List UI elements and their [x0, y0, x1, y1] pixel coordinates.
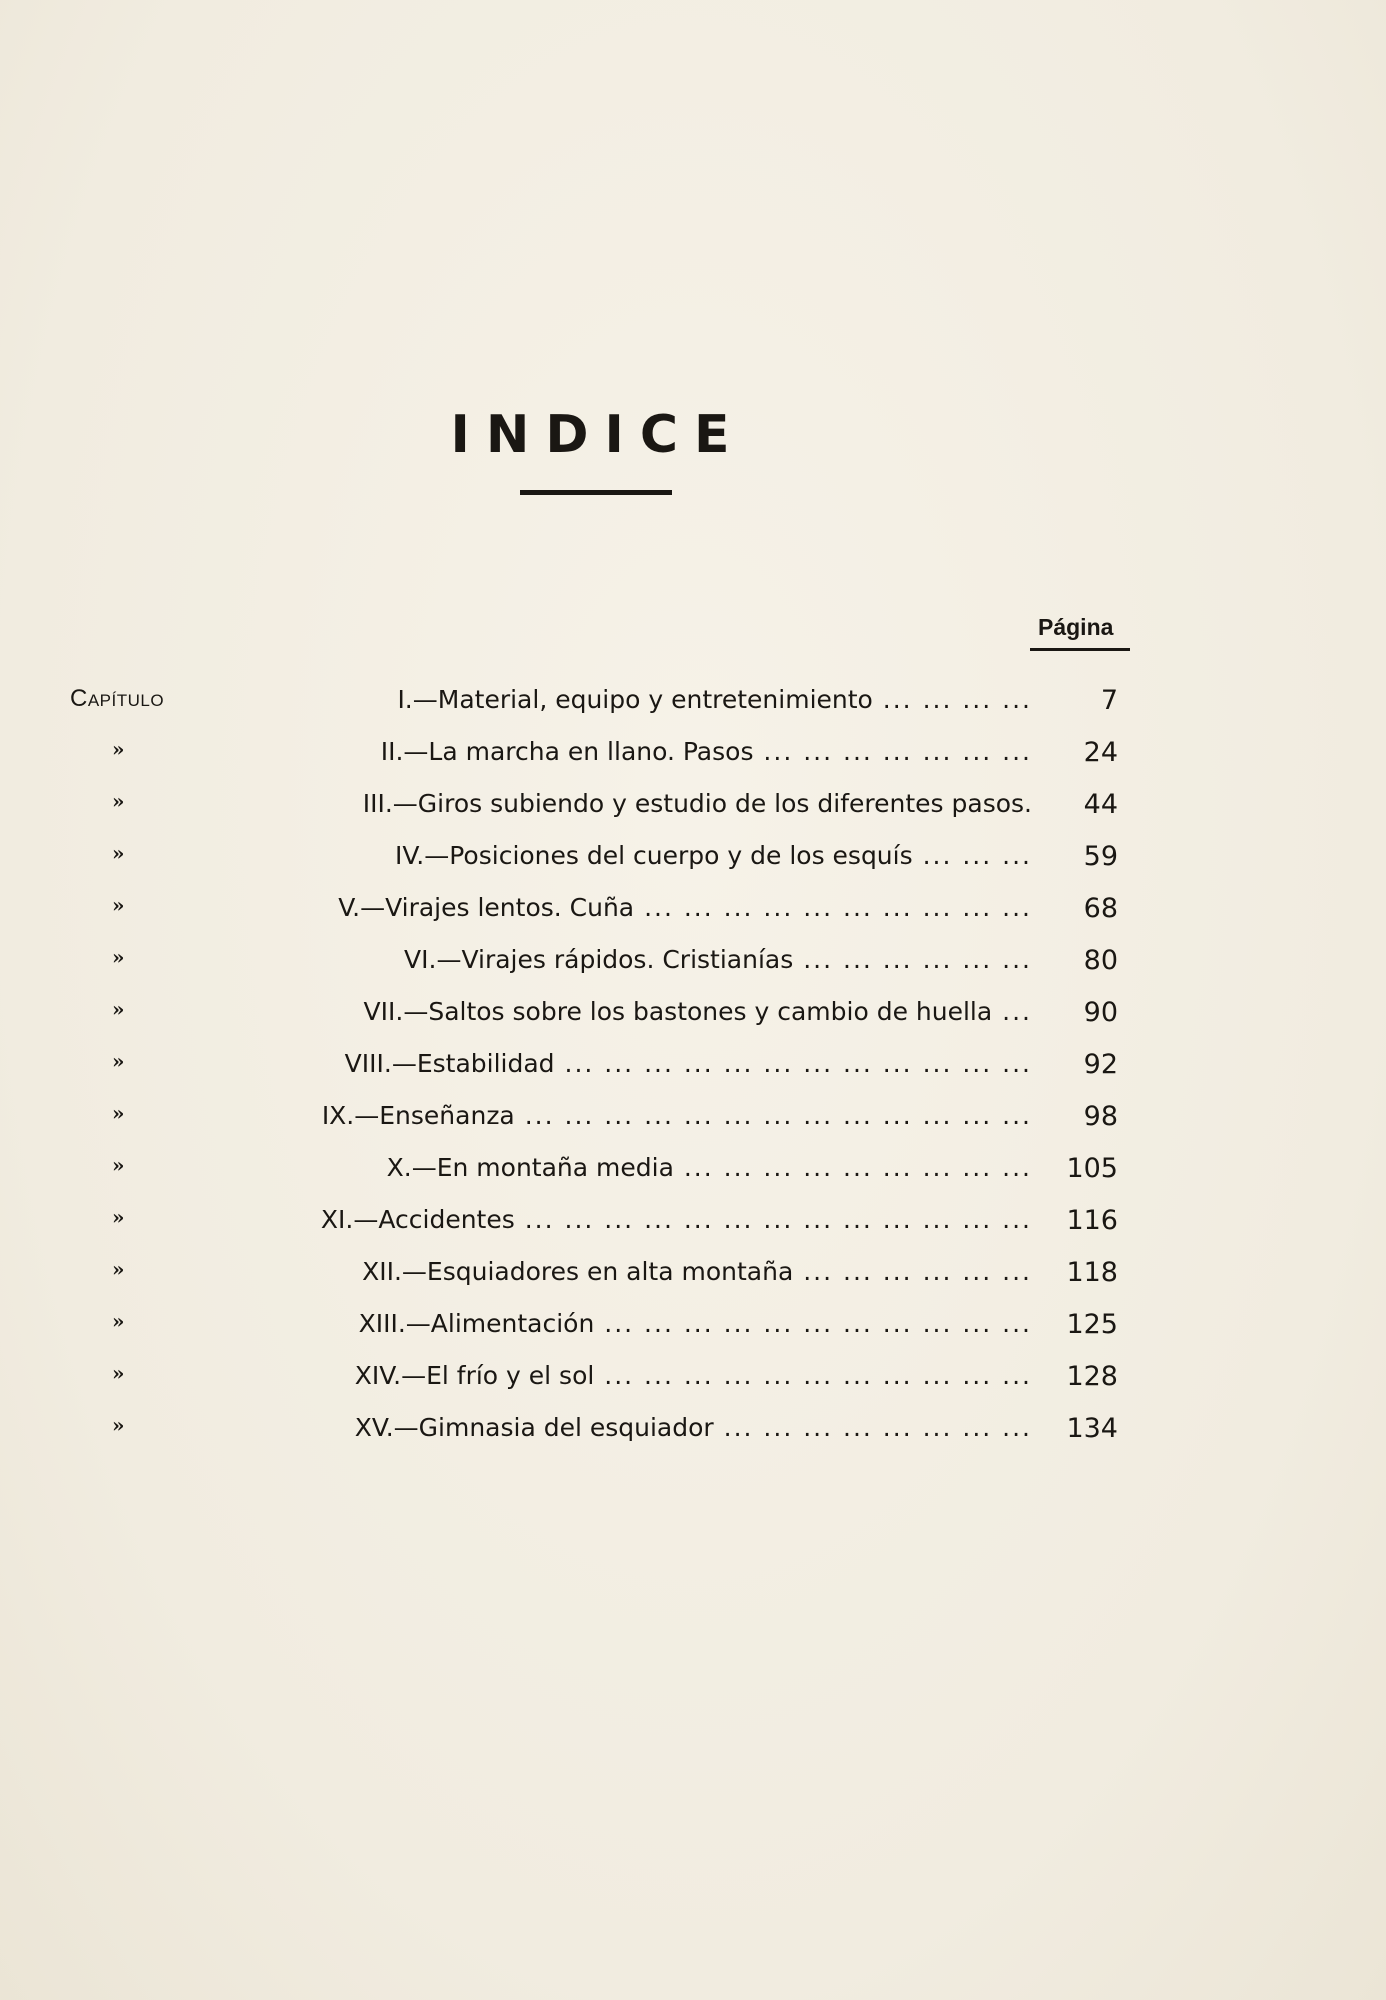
toc-page-number: 80 — [1083, 945, 1118, 976]
leader-dots: ... ... ... ... ... ... — [793, 945, 1032, 974]
toc-row — [0, 1205, 1386, 1257]
toc-row — [0, 893, 1386, 945]
ditto-mark: » — [112, 945, 125, 969]
toc-entry — [321, 1205, 1032, 1234]
toc-page-number: 90 — [1083, 997, 1118, 1028]
toc-page-number: 125 — [1066, 1309, 1118, 1340]
toc-entry-title: VIII.—Estabilidad — [344, 1049, 555, 1078]
toc-page-number: 118 — [1066, 1257, 1118, 1288]
toc-row — [0, 945, 1386, 997]
leader-dots: ... ... ... ... ... ... — [793, 1257, 1032, 1286]
toc-entry-title: IX.—Enseñanza — [321, 1101, 515, 1130]
toc-row — [0, 997, 1386, 1049]
toc-page-number: 24 — [1083, 737, 1118, 768]
toc-row — [0, 685, 1386, 737]
toc-entry-title: VII.—Saltos sobre los bastones y cambio de huella — [363, 997, 993, 1026]
toc-entry — [359, 1309, 1032, 1338]
leader-dots: ... ... ... ... ... ... ... — [753, 737, 1032, 766]
leader-dots: ... ... ... ... ... ... ... ... — [713, 1413, 1032, 1442]
toc-row — [0, 1309, 1386, 1361]
toc-entry-title: IV.—Posiciones del cuerpo y de los esquís — [395, 841, 913, 870]
toc-row — [0, 1049, 1386, 1101]
toc-page-number: 44 — [1083, 789, 1118, 820]
ditto-mark: » — [112, 1361, 125, 1385]
toc-row — [0, 737, 1386, 789]
toc-entry — [381, 737, 1032, 766]
ditto-mark: » — [112, 841, 125, 865]
toc-entry-title: XII.—Esquiadores en alta montaña — [362, 1257, 794, 1286]
page-title: INDICE — [450, 405, 746, 465]
toc-entry-title: X.—En montaña media — [386, 1153, 674, 1182]
toc-page-number: 134 — [1066, 1413, 1118, 1444]
toc-page-number: 92 — [1083, 1049, 1118, 1080]
toc-entry — [395, 841, 1032, 870]
leader-dots: ... ... ... ... ... ... ... ... ... ... ... — [594, 1361, 1032, 1390]
leader-dots: ... ... ... ... ... ... ... ... ... ... ... ... ... — [514, 1205, 1032, 1234]
toc-page-number: 59 — [1083, 841, 1118, 872]
toc-entry-title: XV.—Gimnasia del esquiador — [354, 1413, 714, 1442]
leader-dots: ... ... ... ... ... ... ... ... ... ... — [634, 893, 1032, 922]
toc-entry — [345, 1049, 1032, 1078]
toc-entry — [338, 893, 1032, 922]
toc-entry-title: V.—Virajes lentos. Cuña — [338, 893, 635, 922]
toc-entry-title: III.—Giros subiendo y estudio de los diferentes pasos. — [362, 789, 1032, 818]
toc-row — [0, 1101, 1386, 1153]
toc-page-number: 128 — [1066, 1361, 1118, 1392]
leader-dots: ... ... ... — [912, 841, 1032, 870]
ditto-mark: » — [112, 1309, 125, 1333]
ditto-mark: » — [112, 1153, 125, 1177]
toc-page-number: 116 — [1066, 1205, 1118, 1236]
toc-entry — [387, 1153, 1032, 1182]
leader-dots: ... — [992, 997, 1032, 1026]
toc-entry — [362, 1257, 1032, 1286]
toc-entry — [355, 1361, 1032, 1390]
toc-entry-title: VI.—Virajes rápidos. Cristianías — [404, 945, 794, 974]
toc-row — [0, 789, 1386, 841]
page-column-label: Página — [1038, 614, 1114, 640]
ditto-mark: » — [112, 893, 125, 917]
ditto-mark: » — [112, 789, 125, 813]
leader-dots: ... ... ... ... — [872, 685, 1032, 714]
toc-entry-title: II.—La marcha en llano. Pasos — [380, 737, 754, 766]
toc-entry — [355, 1413, 1032, 1442]
toc-entry-title: XIII.—Alimentación — [358, 1309, 595, 1338]
toc-row — [0, 1361, 1386, 1413]
ditto-mark: » — [112, 1205, 125, 1229]
chapter-label: Capítulo — [70, 685, 165, 712]
ditto-mark: » — [112, 1257, 125, 1281]
toc-entry-title: XIV.—El frío y el sol — [354, 1361, 595, 1390]
toc-page-number: 98 — [1083, 1101, 1118, 1132]
toc-page-number: 105 — [1066, 1153, 1118, 1184]
ditto-mark: » — [112, 1413, 125, 1437]
ditto-mark: » — [112, 1049, 125, 1073]
leader-dots: ... ... ... ... ... ... ... ... ... ... ... — [594, 1309, 1032, 1338]
ditto-mark: » — [112, 997, 125, 1021]
ditto-mark: » — [112, 737, 125, 761]
toc-entry — [364, 997, 1032, 1026]
page-column-underline — [1030, 648, 1130, 651]
toc-entry — [404, 945, 1032, 974]
leader-dots: ... ... ... ... ... ... ... ... ... — [673, 1153, 1032, 1182]
toc-entry — [397, 685, 1032, 714]
toc-row — [0, 841, 1386, 893]
leader-dots: ... ... ... ... ... ... ... ... ... ... ... ... ... — [514, 1101, 1032, 1130]
leader-dots: ... ... ... ... ... ... ... ... ... ... ... ... — [554, 1049, 1032, 1078]
title-underline — [520, 490, 672, 495]
toc-entry — [322, 1101, 1032, 1130]
toc-entry — [363, 789, 1032, 818]
toc-row — [0, 1153, 1386, 1205]
toc-row — [0, 1413, 1386, 1465]
toc-page-number: 7 — [1100, 685, 1118, 716]
toc-page-number: 68 — [1083, 893, 1118, 924]
toc-entry-title: I.—Material, equipo y entretenimiento — [397, 685, 873, 714]
ditto-mark: » — [112, 1101, 125, 1125]
toc-entry-title: XI.—Accidentes — [320, 1205, 515, 1234]
toc-row — [0, 1257, 1386, 1309]
